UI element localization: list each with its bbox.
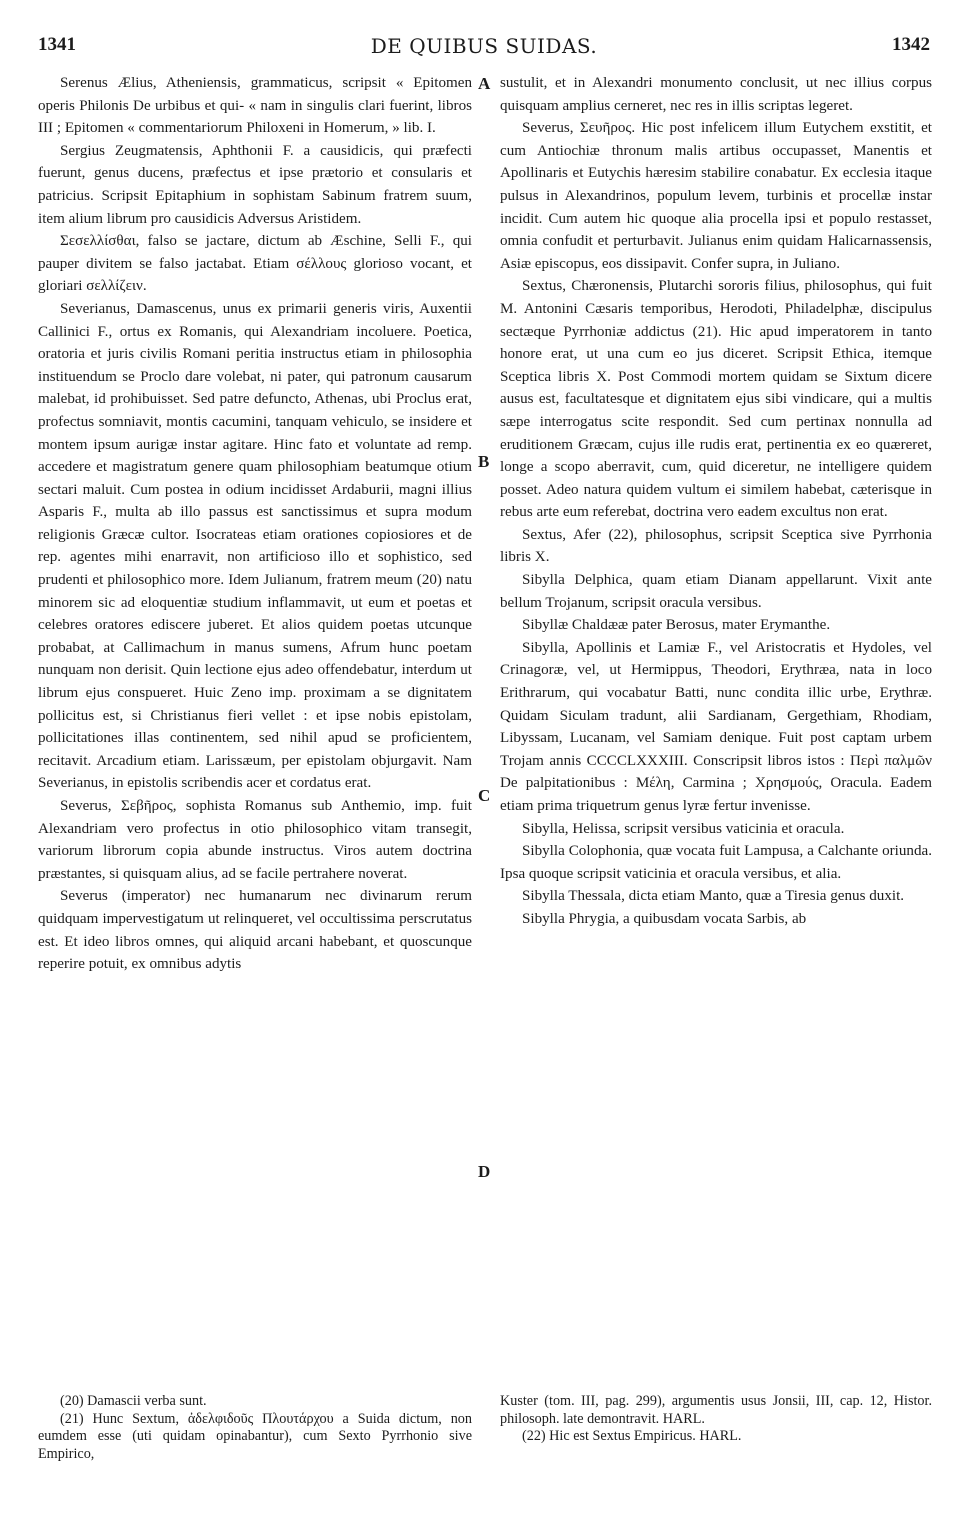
footnote-22: (22) Hic est Sextus Empiricus. HARL.	[522, 1428, 742, 1444]
footnote-20: (20) Damascii verba sunt.	[60, 1393, 207, 1409]
entry-serenus: Serenus Ælius, Atheniensis, grammaticus, scripsit « Epitomen operis Philonis De urbibus et qui- « nam in singulis clari fuerint, libros III ; Epitomen « commentariorum Philoxeni in Homerum, » lib. I.	[38, 75, 472, 137]
entry-continuation: sustulit, et in Alexandri monumento conclusit, ut nec illius corpus quisquam amplius cerneret, nec res in illis scriptas legeret.	[500, 75, 932, 114]
margin-marker-d: D	[478, 1162, 491, 1181]
entry-severus-haereticus: Severus, Σευῆρος. Hic post infelicem illum Eutychem exstitit, et cum Antiochiæ thronum malis artibus occupasset, Manentis et Apollinaris et Eutychis hæresim stabilire conabatur. Ex ecclesia itaque pulsus in Alexandrinos, populum levem, turbinis et procellæ instar incidit. Cum autem hic quoque alia procella ipsi et populo restasset, omnia confudit et perturbavit. Julianus enim quidam Halicarnassensis, Asiæ episcopus, eos dissipavit. Confer supra, in Juliano.	[500, 120, 932, 272]
entry-sibylla-phrygia: Sibylla Phrygia, a quibusdam vocata Sarbis, ab	[522, 910, 807, 927]
entry-sextus-chaeronensis: Sextus, Chæronensis, Plutarchi sororis filius, philosophus, qui fuit M. Antonini Cæsaris temporibus, Herodoti, Philadelphæ, discipulus sectæque Pyrrhoniæ addictus (21). Hic apud imperatorem in tanto honore erat, ut una cum eo jus diceret. Scripsit Ethica, itemque Sceptica libris X. Post Commodi mortem quidam se Sixtum dicere ausus est, facultatesque et dignitatem ejus sibi vindicare, qui a multis sæpe interrogatus scite respondit. Sed cum pertinax nonnulla ad eruditionem Græcam, cujus ille rudis erat, pertinentia ex eo quæreret, longe a scopo aberravit, cum, quid diceretur, ne intelligere quidem posset. Adeo natura quidem vultum ei similem habebat, cæterisque in rebus arte eum referebat, doctrina vero eadem excultus non erat.	[500, 278, 932, 521]
page-number-right: 1342	[892, 34, 930, 55]
entry-sibylla-delphica: Sibylla Delphica, quam etiam Dianam appellarunt. Vixit ante bellum Trojanum, scripsit oracula versibus.	[500, 572, 932, 611]
footnote-21-continued: Kuster (tom. III, pag. 299), argumentis usus Jonsii, III, cap. 12, Histor. philosoph. late demontravit. HARL.	[500, 1393, 932, 1427]
entry-sextus-afer: Sextus, Afer (22), philosophus, scripsit Sceptica sive Pyrrhonia libris X.	[500, 526, 932, 566]
entry-sibyllae-chaldaeae: Sibyllæ Chaldææ pater Berosus, mater Erymanthe.	[522, 617, 831, 634]
entry-sibylla-helissa: Sibylla, Helissa, scripsit versibus vaticinia et oracula.	[522, 820, 845, 837]
margin-marker-b: B	[478, 452, 490, 471]
margin-marker-c: C	[478, 786, 491, 805]
entry-severus-imperator: Severus (imperator) nec humanarum nec divinarum rerum quidquam impervestigatum ut relinqueret, vel occultissima perscrutatus est. Et ideo libros omnes, qui aliquid arcani habebant, et quoscunque reperire potuit, ex omnibus adytis	[38, 888, 472, 973]
page-number-left: 1341	[38, 34, 76, 55]
entry-sergius: Sergius Zeugmatensis, Aphthonii F. a causidicis, qui præfecti fuerunt, genus ducens, præfectus et ipse prætorio et consularis et patricius. Scripsit Epitaphium in sophistam Sabinum fratrem suum, item alium librum pro causidicis Adversus Aristidem.	[38, 142, 472, 227]
margin-marker-a: A	[478, 74, 491, 93]
entry-sibylla-erythraea: Sibylla, Apollinis et Lamiæ F., vel Aristocratis et Hydoles, vel Crinagoræ, vel, ut Hermippus, Theodori, Erythræa, nata in loco Erithrarum, qui vocabatur Batti, nunc condita illic urbe, Erythræ. Quidam Siculam tradunt, alii Sardianam, Gergethiam, Rhodiam, Libyssam, Lucanam, vel Samiam denique. Fuit post captam urbem Trojam annis CCCCLXXXIII. Conscripsit libros istos : Περὶ παλμῶν De palpitationibus : Μέλη, Carmina ; Χρησμούς, Oracula. Eadem etiam prima triquetrum genus lyræ fertur invenisse.	[500, 639, 932, 814]
entry-severianus: Severianus, Damascenus, unus ex primarii generis viris, Auxentii Callinici F., ortus ex Romanis, qui Alexandriam incoluere. Poetica, oratoria et juris civilis Romani peritia instructus etiam in philosophia instituendum se Proclo dare volebat, ni pater, qui patronum causarum malebat, id prohibuisset. Sed patre defuncto, Athenas, ubi Proclus erat, profectus somniavit, montis cacumini, tanquam vehiculo, se insidere et montem ipsum aurigæ instar agitare. Hinc fato et voluntate ad remp. accedere et magistratum genere quam philosophiam beatumque otium sectari maluit. Cum postea in odium incidisset Ardaburii, magni illius Asparis F., multa ab illo passus est sanctissimus et supra modum religionis Græcæ cultor. Isocrateas etiam orationes copiosiores et de rep. agentes mihi enarravit, non artificioso illo et sophistico, sed prudenti et philosophico more. Idem Julianum, fratrem meum (20) natu minorem sic ad eloquentiæ studium inflammavit, ut eum et poetas et celebres oratores ediscere juberet. Et alios quidem poetas utcunque probabat, at Callimachum in manus sumens, Afrum hunc poetam nunquam non derisit. Quin lectione ejus adeo offendebatur, interdum ut librum ejus conspueret. Huic Zeno imp. proximam a se dignitatem pollicitus est, si Christianus fieri vellet : et ipse nobis epistolam, pollicitationes illas continentem, sed nihil apud se proficientem, recitavit. Arcadium etiam. Larissæum, per epistolam objurgavit. Nam Severianus, in epistolis scribendis acer et cordatus erat.	[38, 300, 472, 792]
entry-severus-sophista: Severus, Σεβῆρος, sophista Romanus sub Anthemio, imp. fuit Alexandriam vero profectus in otio philosophico vitam transegit, variorum librorum copia abunde instructus. Viros autem doctrina præstantes, si quisquam alius, ad se facile pertrahere noverat.	[38, 798, 472, 882]
entry-seselllisthai: Σεσελλίσθαι, falso se jactare, dictum ab Æschine, Selli F., qui pauper divitem se falso jactabat. Etiam σέλλους glorioso vocant, et gloriari σελλίζειν.	[38, 233, 472, 295]
right-column	[500, 72, 932, 931]
footnote-21: (21) Hunc Sextum, ἀδελφιδοῦς Πλουτάρχου a Suida dictum, non eumdem esse (uti quidam opinabantur), cum Sexto Pyrrhonio sive Empirico,	[38, 1410, 472, 1462]
entry-sibylla-colophonia: Sibylla Colophonia, quæ vocata fuit Lampusa, a Calchante oriunda. Ipsa quoque scripsit vaticinia et oracula versibus, et alia.	[500, 843, 932, 882]
entry-sibylla-thessala: Sibylla Thessala, dicta etiam Manto, quæ a Tiresia genus duxit.	[522, 888, 905, 905]
footnotes-left	[38, 1393, 472, 1463]
left-column	[38, 72, 472, 976]
footnotes-right	[500, 1393, 932, 1446]
page-header	[38, 34, 930, 62]
running-title: DE QUIBUS SUIDAS.	[370, 34, 598, 58]
